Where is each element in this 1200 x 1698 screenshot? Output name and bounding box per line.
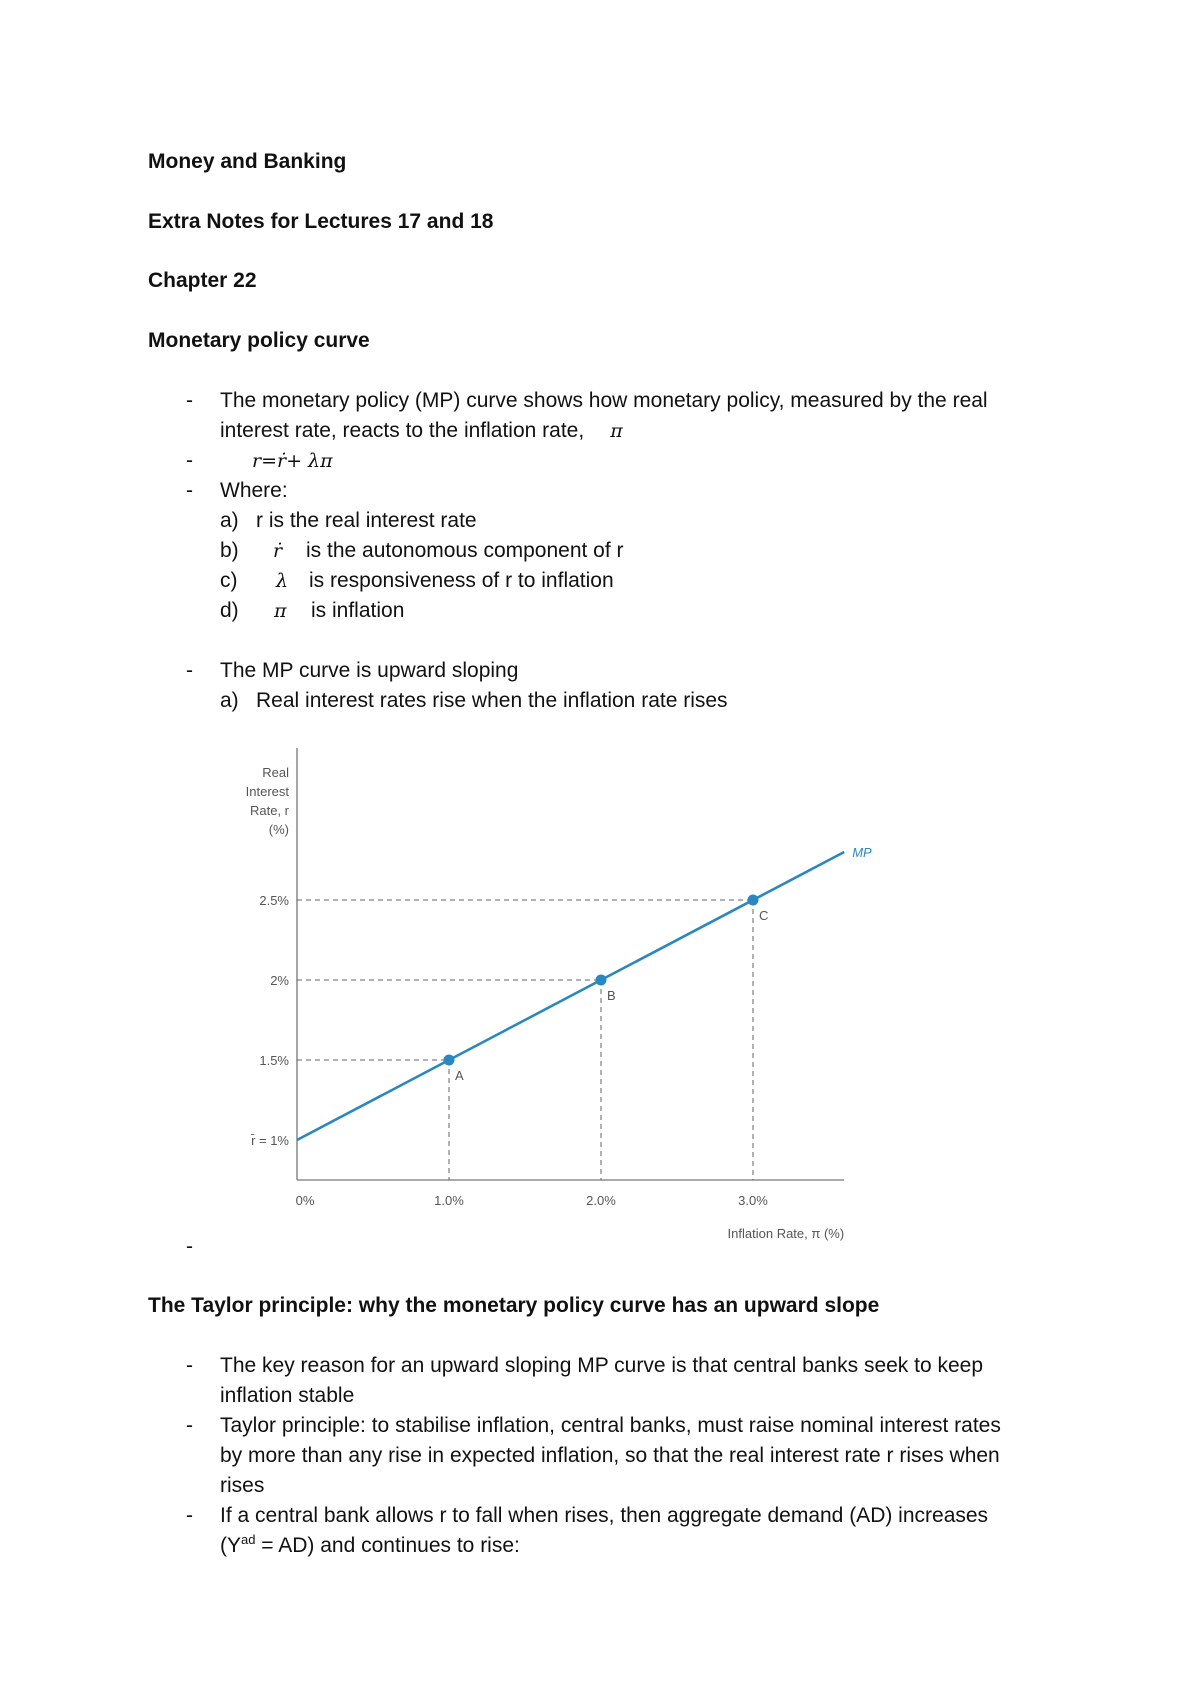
x-axis-title: Inflation Rate, π (%) <box>727 1226 845 1241</box>
list-marker: b) <box>220 539 239 562</box>
list-item-text: is responsiveness of r to inflation <box>309 569 614 592</box>
y-axis-title: Interest <box>245 784 289 799</box>
chapter-heading: Chapter 22 <box>148 269 257 292</box>
bullet-dash: - <box>186 1504 193 1527</box>
list-item-text: Real interest rates rise when the inflation rate rises <box>256 689 728 712</box>
list-item-text: r is the real interest rate <box>256 509 477 532</box>
list-marker: c) <box>220 569 238 592</box>
y-tick-label: r̄ = 1% <box>251 1133 289 1148</box>
point-label: C <box>759 908 769 923</box>
data-point <box>444 1055 455 1066</box>
y-axis-title: Rate, r <box>249 803 289 818</box>
mp-curve-line <box>297 852 844 1140</box>
x-tick-label: 3.0% <box>738 1193 768 1208</box>
x-tick-label: 1.0% <box>434 1193 464 1208</box>
bullet-dash: - <box>186 1235 193 1258</box>
document-title: Money and Banking <box>148 150 347 173</box>
bullet-upward-sloping: The MP curve is upward sloping <box>220 659 519 682</box>
bullet-dash: - <box>186 1414 193 1437</box>
bullet-mp-definition-line2 <box>220 416 623 446</box>
x-tick-label: 0% <box>295 1193 315 1208</box>
list-item-symbol: λ <box>276 570 289 592</box>
data-point <box>748 895 759 906</box>
bullet-text: inflation stable <box>220 1384 355 1407</box>
bullet-text: If a central bank allows r to fall when rises, then aggregate demand (AD) increases <box>220 1504 989 1527</box>
point-label: A <box>455 1068 464 1083</box>
bullet-text: rises <box>220 1474 265 1497</box>
bullet-dash: - <box>186 449 193 472</box>
y-axis-title: Real <box>262 765 289 780</box>
bullet-text: Taylor principle: to stabilise inflation, central banks, must raise nominal interest rates <box>220 1414 1001 1437</box>
where-label: Where: <box>220 479 288 502</box>
bullet-dash: - <box>186 1354 193 1377</box>
y-tick-label: 1.5% <box>259 1053 289 1068</box>
list-item-text: is the autonomous component of r <box>306 539 624 562</box>
list-marker: d) <box>220 599 239 622</box>
mp-equation: r=ṙ+ λπ <box>252 450 333 472</box>
bullet-dash: - <box>186 389 193 412</box>
pi-symbol: π <box>610 420 623 442</box>
bullet-text: The key reason for an upward sloping MP curve is that central banks seek to keep <box>220 1354 984 1377</box>
bullet-dash: - <box>186 479 193 502</box>
section-heading-mp-curve: Monetary policy curve <box>148 329 370 352</box>
data-point <box>596 975 607 986</box>
y-tick-label: 2% <box>270 973 289 988</box>
mp-curve-svg <box>213 740 893 1250</box>
list-item-symbol: ṙ <box>273 540 283 562</box>
y-axis-title: (%) <box>268 822 289 837</box>
y-tick-label: 2.5% <box>259 893 289 908</box>
bullet-mp-definition-line1: The monetary policy (MP) curve shows how monetary policy, measured by the real <box>220 389 988 412</box>
text-fragment: (Y <box>220 1534 241 1557</box>
section-heading-taylor-principle: The Taylor principle: why the monetary policy curve has an upward slope <box>148 1294 880 1317</box>
mp-curve-label: MP <box>852 845 872 860</box>
list-marker: a) <box>220 689 239 712</box>
text-fragment: = AD) and continues to rise: <box>255 1534 520 1557</box>
x-tick-label: 2.0% <box>586 1193 616 1208</box>
superscript-ad: ad <box>241 1532 256 1547</box>
list-item-symbol: π <box>274 600 287 622</box>
point-label: B <box>607 988 616 1003</box>
bullet-mp-definition-text: interest rate, reacts to the inflation rate, <box>220 419 585 442</box>
document-subtitle: Extra Notes for Lectures 17 and 18 <box>148 210 494 233</box>
bullet-text: by more than any rise in expected inflation, so that the real interest rate r rises when <box>220 1444 1000 1467</box>
list-item-text: is inflation <box>311 599 405 622</box>
bullet-text-with-superscript <box>220 1531 520 1561</box>
mp-curve-chart <box>213 740 893 1250</box>
list-marker: a) <box>220 509 239 532</box>
bullet-dash: - <box>186 659 193 682</box>
